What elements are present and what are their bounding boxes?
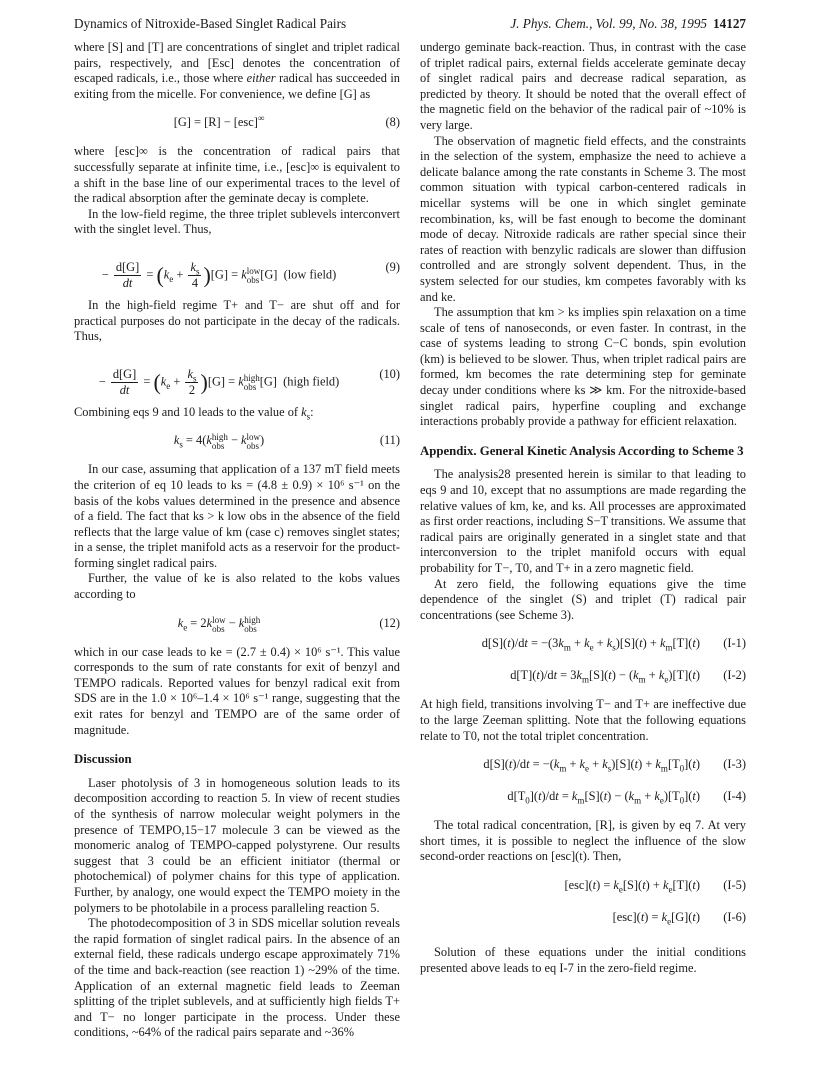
paragraph: Laser photolysis of 3 in homogeneous solution leads to its decomposition according to reaction 5. In view of recent studies of the synthesis of narrow molecular weight polymers in the presence of TEMPO,15−17 molecule 3 can be viewed as the monomeric analog of TEMPO-capped polystyrene. Our results suggest that 3 could be an efficient initiator (thermal or photochemical) of polymer chains for this type of application. Further, by analogy, one would expect the TEMPO moiety in the polymers to be photolabile in a process paralleling reaction 5.: [74, 775, 400, 915]
equation-9: − $\frac{d[G]}{dt}$ = ($k_e$ + $\frac{k_s}{4}$ )[G] = k low obs [G] (low field) (9): [101, 259, 400, 290]
paragraph: The assumption that km > ks implies spin relaxation on a time scale of tens of nanoseconds, or even faster. In contrast, in the case of systems leading to strong C−C bonds, spin evolution (km) is believed to be slower. Thus, when triplet radical pairs are formed, km becomes the rate determining step for geminate decay under conditions where ks ≫ km. For the nitroxide-based singlet radical pairs, hyperfine coupling and exchange interactions probably provide a pathway for efficient relaxation.: [420, 305, 746, 429]
equation-number: (I-2): [723, 668, 746, 683]
paragraph: The analysis28 presented herein is similar to that leading to eqs 9 and 10, except that no assumptions are made regarding the relative values of km, ke, and ks. All processes are approximated as first order reactions, including S−T transitions. We assume that radical pairs are originally generated in a singlet state and that interconversion to the triplet manifold occurs with equal probability for T−, T0, and T+ in a zero magnetic field.: [420, 467, 746, 575]
page-number: 14127: [713, 16, 746, 31]
paragraph: undergo geminate back-reaction. Thus, in contrast with the case of triplet radical pairs, external fields accelerate geminate decay of singlet radical pairs and decrease radical separation, as predicted by theory. It should be noted that the overall effect of the magnetic field on the behavior of the radical pair of ~10% is very large.: [420, 40, 746, 132]
paragraph: At high field, transitions involving T− and T+ are ineffective due to the large Zeeman splitting. Note that the following equations relate to T0, not the total triplet concentration.: [420, 697, 746, 743]
paragraph: Combining eqs 9 and 10 leads to the value of $k_s$:: [74, 404, 314, 422]
equation-12: $k_e = 2k$ low obs − k high obs (12): [177, 614, 400, 634]
running-title: Dynamics of Nitroxide-Based Singlet Radical Pairs: [74, 16, 347, 31]
equation-number: (12): [379, 615, 400, 630]
right-column: [420, 40, 746, 976]
paragraph: In the high-field regime T+ and T− are shut off and for practical purposes do not participate in the decay of the radicals. Thus,: [74, 297, 400, 344]
journal-citation: J. Phys. Chem., Vol. 99, No. 38, 1995 14127: [510, 16, 746, 31]
paragraph: The photodecomposition of 3 in SDS micellar solution reveals the rapid formation of singlet radical pairs. In the absence of an external field, these radicals undergo escape approximately 71% of the time and back-reaction (see reaction 1) ~29% of the time. Application of an external magnetic field leads to Zeeman splitting of the triplet sublevels, and at sufficiently high fields T+ and T− no longer participate in the process. Under these conditions, ~64% of the radical pairs separate and ~36%: [74, 916, 400, 1040]
left-column: [74, 40, 400, 1041]
equation-number: (I-3): [723, 757, 746, 772]
paragraph: Further, the value of ke is also related to the kobs values according to: [74, 571, 400, 602]
section-heading-appendix: Appendix. General Kinetic Analysis According to Scheme 3: [420, 443, 744, 458]
equation-number: (11): [379, 433, 400, 448]
paragraph: Solution of these equations under the initial conditions presented above leads to eq I-7 in the zero-field regime.: [420, 944, 746, 975]
paragraph: where [esc]∞ is the concentration of radical pairs that successfully separate at infinite time, i.e., [esc]∞ is equivalent to a shift in the base line of our experimental traces to the level of the radical absorption after the geminate decay is complete.: [74, 144, 400, 206]
equation-I-6: $[esc](t) = k_e[G](t)$ (I-6): [612, 909, 746, 927]
equation-number: (I-4): [723, 789, 746, 804]
equation-I-5: $[esc](t) = k_e[S](t) + k_e[T](t)$ (I-5): [564, 877, 746, 895]
paragraph: which in our case leads to ke = (2.7 ± 0.4) × 10⁶ s⁻¹. This value corresponds to the sum of rate constants for exit of benzyl and TEMPO radicals. Reported values for benzyl radical exit from SDS are in the 1.0 × 10⁶–1.4 × 10⁶ s⁻¹ range, suggesting that the exit rates for benzyl and TEMPO are of the same order of magnitude.: [74, 644, 400, 737]
paragraph: The observation of magnetic field effects, and the constraints in the selection of the system, emphasize the need to achieve a delicate balance among the rate constants in Scheme 3. The most common situation with typical carbon-centered radicals in micellar systems will be one in which singlet geminate recombination, ks, will be fast enough to become the dominant mode of decay. Nitroxide radicals are rather special since their rates of reaction with benzylic radicals are slower than diffusion controlled and are strongly solvent dependent. Thus, in the system selected for our studies, km competes favorably with ks and ke.: [420, 133, 746, 304]
paragraph: The total radical concentration, [R], is given by eq 7. At very short times, it is possible to neglect the influence of the slow second-order reactions on [esc](t). Then,: [420, 818, 746, 864]
running-header: [74, 16, 746, 36]
equation-8: [G] = [R] − [esc]∞ (8): [173, 113, 400, 130]
paragraph: In the low-field regime, the three triplet sublevels interconvert with the singlet level. Thus,: [74, 206, 400, 237]
equation-I-2: $d[T](t)/dt = 3k_m[S](t) - (k_m + k_e)[T](t)$ (I-2): [510, 668, 746, 685]
equation-I-1: $d[S](t)/dt = -(3k_m + k_e + k_s)[S](t) + k_m[T](t)$ (I-1): [481, 636, 746, 653]
section-heading-discussion: Discussion: [74, 752, 132, 767]
equation-number: (I-5): [723, 877, 746, 892]
equation-I-3: $d[S](t)/dt = -(k_m + k_e + k_s)[S](t) + k_m[T_0](t)$ (I-3): [483, 757, 746, 774]
equation-number: (8): [385, 115, 400, 130]
equation-I-4: $d[T_0](t)/dt = k_m[S](t) - (k_m + k_e)[T_0](t)$ (I-4): [507, 789, 746, 806]
paragraph: At zero field, the following equations give the time dependence of the singlet (S) and triplet (T) radical pair concentrations (see Scheme 3).: [420, 576, 746, 622]
equation-11: $k_s = 4(k$ high obs − k low obs ) (11): [173, 432, 400, 452]
paragraph: where [S] and [T] are concentrations of singlet and triplet radical pairs, respectively, and [Esc] denotes the concentration of escaped radicals, i.e., those where either radical has succeeded in exiting from the micelle. For convenience, we define [G] as: [74, 40, 401, 101]
equation-10: − $\frac{d[G]}{dt}$ = ($k_e$ + $\frac{k_s}{2}$ )[G] = k high obs [G] (high field) (10): [98, 366, 400, 397]
equation-number: (I-1): [723, 636, 746, 651]
equation-number: (I-6): [723, 909, 746, 924]
equation-number: (9): [385, 259, 400, 274]
paragraph: In our case, assuming that application of a 137 mT field meets the criterion of eq 10 leads to ks = (4.8 ± 0.9) × 10⁶ s⁻¹ on the basis of the kobs values determined in the presence and absence of a field. The fact that ks > k low obs in the absence of the field reflects that the large value of km (case c) removes singlet states; in a sense, the triplet manifold acts as a reservoir for the product-forming singlet radical pairs.: [74, 462, 400, 570]
equation-number: (10): [379, 366, 400, 381]
